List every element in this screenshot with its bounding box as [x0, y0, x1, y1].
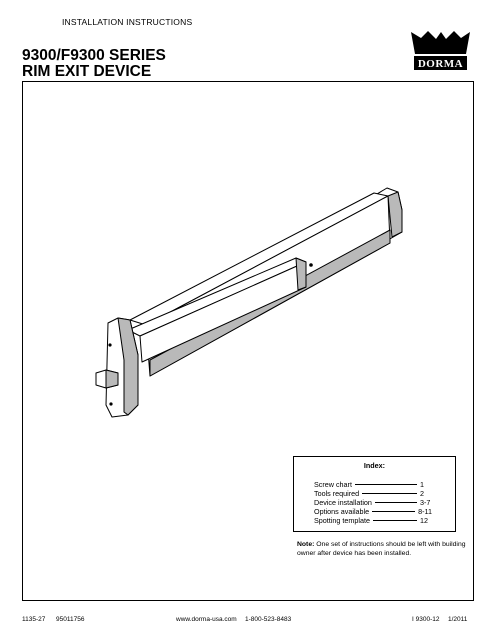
footer-date: 1/2011: [448, 616, 468, 623]
index-item: [314, 507, 432, 516]
index-item-page: 2: [420, 489, 424, 498]
leader-line: [375, 502, 417, 503]
note-text: One set of instructions should be left with building owner after device has been installed.: [297, 541, 466, 557]
index-item-page: 1: [420, 480, 424, 489]
index-item: [314, 498, 432, 507]
index-item-page: 3-7: [420, 498, 431, 507]
document-type-label: INSTALLATION INSTRUCTIONS: [62, 17, 193, 27]
index-title: Index:: [363, 461, 386, 470]
footer-website: www.dorma-usa.com: [176, 616, 237, 623]
note-label: Note:: [297, 541, 315, 548]
footer-part-number: 95011756: [56, 616, 85, 623]
leader-line: [355, 484, 417, 485]
leader-line: [373, 520, 417, 521]
index-item-label: Device installation: [314, 498, 372, 507]
installation-note: [297, 541, 467, 559]
index-item: [314, 516, 432, 525]
index-item-label: Spotting template: [314, 516, 370, 525]
index-item-page: 8-11: [418, 507, 432, 516]
index-item-page: 12: [420, 516, 428, 525]
index-item-label: Screw chart: [314, 480, 352, 489]
title-line-1: 9300/F9300 SERIES: [22, 47, 166, 64]
footer-doc-number: 1135-27: [22, 616, 46, 623]
leader-line: [372, 511, 415, 512]
footer-phone: 1-800-523-8483: [245, 616, 292, 623]
index-item: [314, 480, 432, 489]
index-item: [314, 489, 432, 498]
title-line-2: RIM EXIT DEVICE: [22, 63, 152, 80]
index-box: [293, 456, 456, 532]
index-item-label: Options available: [314, 507, 370, 516]
footer-doc-code: I 9300-12: [412, 616, 440, 623]
logo-text: DORMA: [417, 58, 464, 70]
leader-line: [362, 493, 417, 494]
index-item-label: Tools required: [314, 489, 360, 498]
